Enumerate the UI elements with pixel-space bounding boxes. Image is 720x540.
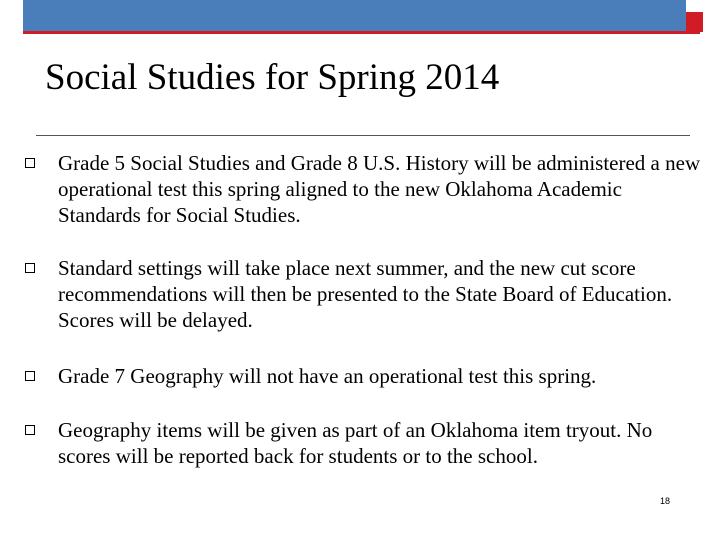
title-divider [36, 135, 690, 136]
square-bullet-icon [25, 425, 35, 435]
square-bullet-icon [25, 371, 35, 381]
bullet-item [22, 417, 702, 469]
bullet-item [22, 363, 702, 389]
top-accent-square [686, 12, 703, 32]
bullet-text: Grade 5 Social Studies and Grade 8 U.S. History will be administered a new operational test this spring aligned to the new Oklahoma Academic Standards for Social Studies. [58, 151, 701, 227]
bullet-item [22, 255, 702, 333]
top-accent-line [23, 31, 700, 34]
bullet-list [22, 150, 702, 493]
bullet-text: Grade 7 Geography will not have an operational test this spring. [58, 364, 597, 388]
bullet-text: Geography items will be given as part of an Oklahoma item tryout. No scores will be reported back for students or to the school. [58, 418, 653, 468]
top-accent-bar [23, 0, 686, 31]
slide-title: Social Studies for Spring 2014 [45, 57, 500, 98]
bullet-text: Standard settings will take place next summer, and the new cut score recommendations will then be presented to the State Board of Education. Scores will be delayed. [58, 256, 673, 332]
page-number: 18 [660, 496, 671, 506]
square-bullet-icon [25, 158, 35, 168]
square-bullet-icon [25, 263, 35, 273]
bullet-item [22, 150, 702, 228]
